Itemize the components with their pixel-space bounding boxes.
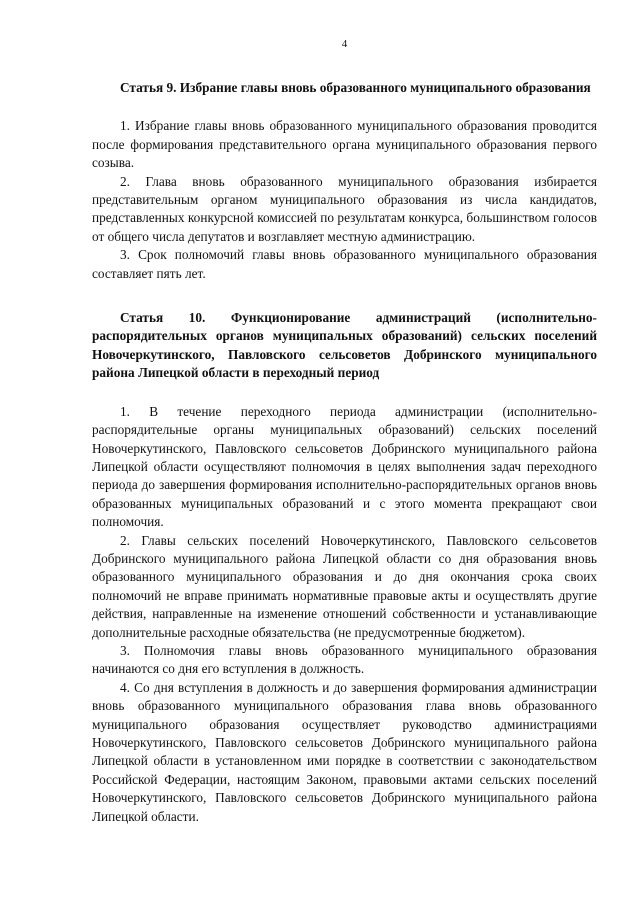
article-10-paragraph-3: 3. Полномочия главы вновь образованного муниципального образования начинаются со дня его вступления в должность.: [92, 642, 597, 677]
article-10-paragraph-1: 1. В течение переходного периода администрации (исполнительно-распорядительные органы муниципальных образований) сельских поселений Новочеркутинского, Павловского сельсоветов Добринского муниципального района Липецкой области осуществляют полномочия в целях выполнения задач переходного периода до завершения формирования исполнительно-распорядительных органов вновь образованных муниципальных образований и с этого момента прекращают свои полномочия.: [92, 403, 597, 530]
article-9: [92, 79, 597, 283]
article-9-paragraph-2: 2. Глава вновь образованного муниципального образования избирается представительным органом муниципального образования из числа кандидатов, представленных конкурсной комиссией по результатам конкурса, большинством голосов от общего числа депутатов и возглавляет местную администрацию.: [92, 173, 597, 244]
article-9-paragraph-1: 1. Избрание главы вновь образованного муниципального образования проводится после формирования представительного органа муниципального образования первого созыва.: [92, 118, 597, 171]
article-9-paragraph-3: 3. Срок полномочий главы вновь образованного муниципального образования составляет пять лет.: [92, 247, 597, 281]
document-body: [92, 79, 597, 826]
article-10-heading: Статья 10. Функционирование администраций (исполнительно-распорядительных органов муниципальных образований) сельских поселений Новочеркутинского, Павловского сельсоветов Добринского муниципального района Липецкой области в переходный период: [92, 310, 597, 381]
page-number: 4: [341, 38, 348, 50]
article-10: [92, 309, 597, 826]
article-9-heading: Статья 9. Избрание главы вновь образованного муниципального образования: [120, 80, 591, 95]
article-10-paragraph-2: 2. Главы сельских поселений Новочеркутинского, Павловского сельсоветов Добринского муниципального района Липецкой области со дня образования вновь образованного муниципального образования и до дня окончания срока своих полномочий не вправе принимать нормативные правовые акты и осуществлять другие действия, направленные на изменение отношений собственности и устанавливающие дополнительные расходные обязательства (не предусмотренные бюджетом).: [92, 532, 597, 640]
article-10-paragraph-4: 4. Со дня вступления в должность и до завершения формирования администрации вновь образованного муниципального образования глава вновь образованного муниципального образования осуществляет руководство администрациями Новочеркутинского, Павловского сельсоветов Добринского муниципального района Липецкой области в установленном ими порядке в соответствии с законодательством Российской Федерации, настоящим Законом, правовыми актами сельских поселений Новочеркутинского, Павловского сельсоветов Добринского муниципального района Липецкой области.: [92, 679, 597, 824]
